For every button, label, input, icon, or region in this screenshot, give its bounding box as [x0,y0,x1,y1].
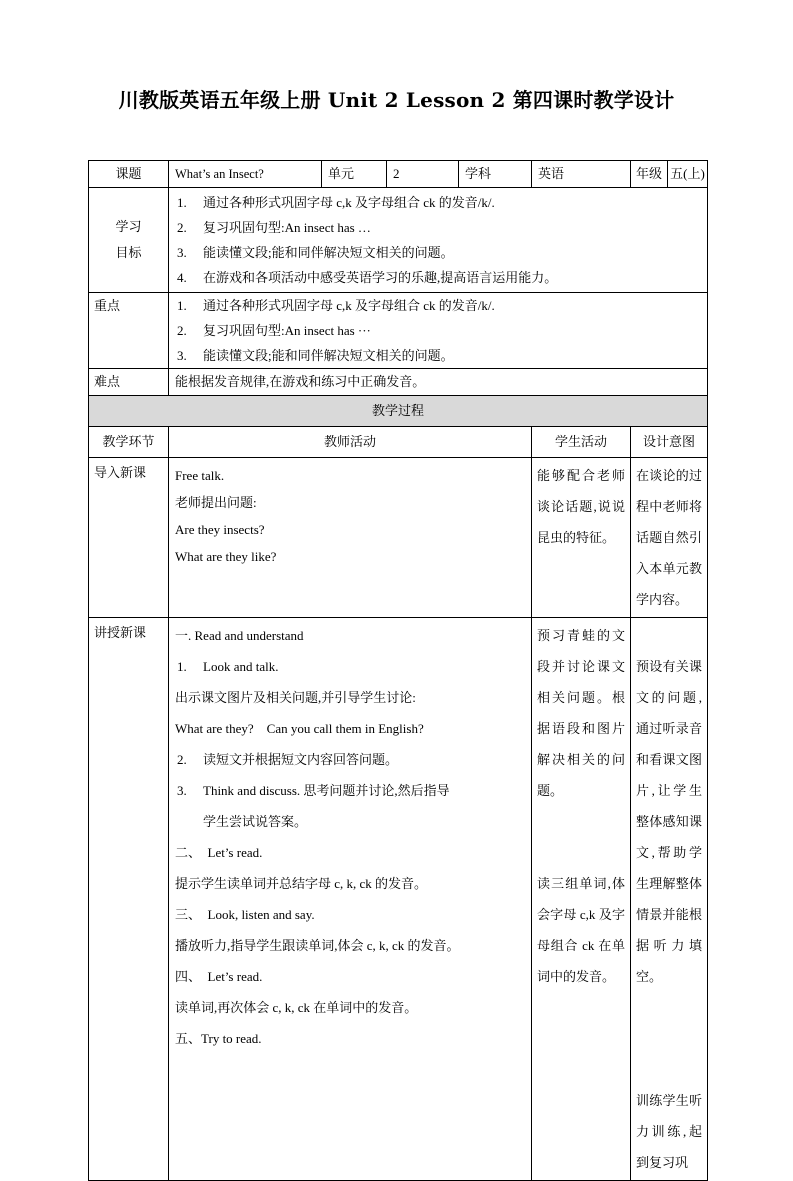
goal-item: 2. 复习巩固句型:An insect has … [177,220,371,235]
goal-item: 3. 能读懂文段;能和同伴解决短文相关的问题。 [177,245,454,260]
new-teacher-line: 出示课文图片及相关问题,并引导学生讨论: [175,690,416,705]
column-header-row [89,427,708,458]
intro-student: 能够配合老师谈论话题,说说昆虫的特征。 [532,458,631,618]
new-teacher-line: 提示学生读单词并总结字母 c, k, ck 的发音。 [175,876,428,891]
goals-label-text: 学习目标 [115,219,142,260]
info-row [89,161,708,188]
grade-label: 年级 [631,161,668,188]
new-teacher [169,618,532,1181]
intro-teacher [169,458,532,618]
new-intent-a: 预设有关课文的问题,通过听录音和看课文图片,让学生整体感知课文,帮助学生理解整体情景并能根据听力填空。 [636,659,702,984]
subject-value: 英语 [532,161,631,188]
key-point-item: 1. 通过各种形式巩固字母 c,k 及字母组合 ck 的发音/k/. [177,298,495,313]
key-points-row [89,293,708,369]
new-teacher-line: 二、 Let’s read. [175,845,263,860]
new-stage: 讲授新课 [89,618,169,1181]
lesson-plan-table [88,160,708,1181]
col-teacher: 教师活动 [169,427,532,458]
new-teacher-line: 2. 读短文并根据短文内容回答问题。 [177,752,399,767]
new-teacher-line: 学生尝试说答案。 [203,814,308,829]
col-stage: 教学环节 [89,427,169,458]
intro-teacher-line: Are they insects? [175,522,265,537]
new-teacher-line: 3. Think and discuss. 思考问题并讨论,然后指导 [177,783,450,798]
key-point-item: 2. 复习巩固句型:An insect has ··· [177,323,371,338]
new-teacher-line: 1. Look and talk. [177,659,279,674]
intro-teacher-line: Free talk. [175,468,225,483]
process-header: 教学过程 [89,396,708,427]
goals-list [169,188,708,293]
key-points-label: 重点 [89,293,169,369]
new-intent-b: 训练学生听力训练,起到复习巩 [636,1093,702,1170]
key-point-item: 3. 能读懂文段;能和同伴解决短文相关的问题。 [177,348,454,363]
new-student-b: 读三组单词,体会字母 c,k 及字母组合 ck 在单词中的发音。 [537,876,625,984]
unit-value: 2 [387,161,459,188]
goal-item: 4. 在游戏和各项活动中感受英语学习的乐趣,提高语言运用能力。 [177,270,558,285]
new-teacher-line: 播放听力,指导学生跟读单词,体会 c, k, ck 的发音。 [175,938,460,953]
col-intent: 设计意图 [631,427,708,458]
intro-teacher-line: 老师提出问题: [175,495,257,510]
difficulties-row [89,369,708,396]
goals-row [89,188,708,293]
page-title: 川教版英语五年级上册 Unit 2 Lesson 2 第四课时教学设计 [118,88,675,112]
process-header-row [89,396,708,427]
intro-stage: 导入新课 [89,458,169,618]
new-student-a: 预习青蛙的文段并讨论课文相关问题。根据语段和图片解决相关的问题。 [537,628,625,798]
new-intent [631,618,708,1181]
goals-label [89,188,169,293]
new-teacher-line: 读单词,再次体会 c, k, ck 在单词中的发音。 [175,1000,418,1015]
subject-label: 学科 [459,161,532,188]
difficulties-label: 难点 [89,369,169,396]
topic-label: 课题 [89,161,169,188]
unit-label: 单元 [322,161,387,188]
key-points-list [169,293,708,369]
intro-teacher-line: What are they like? [175,549,277,564]
col-student: 学生活动 [532,427,631,458]
goal-item: 1. 通过各种形式巩固字母 c,k 及字母组合 ck 的发音/k/. [177,195,495,210]
new-teacher-line: 四、 Let’s read. [175,969,263,984]
grade-value: 五(上) [668,161,708,188]
new-teacher-line: 五、Try to read. [175,1031,262,1046]
new-student [532,618,631,1181]
topic-value: What’s an Insect? [169,161,322,188]
new-teacher-line: What are they? Can you call them in English? [175,721,424,736]
new-teacher-line: 一. Read and understand [175,628,304,643]
intro-row [89,458,708,618]
new-lesson-row [89,618,708,1181]
intro-intent: 在谈论的过程中老师将话题自然引入本单元教学内容。 [631,458,708,618]
difficulties-text: 能根据发音规律,在游戏和练习中正确发音。 [169,369,708,396]
new-teacher-line: 三、 Look, listen and say. [175,907,315,922]
